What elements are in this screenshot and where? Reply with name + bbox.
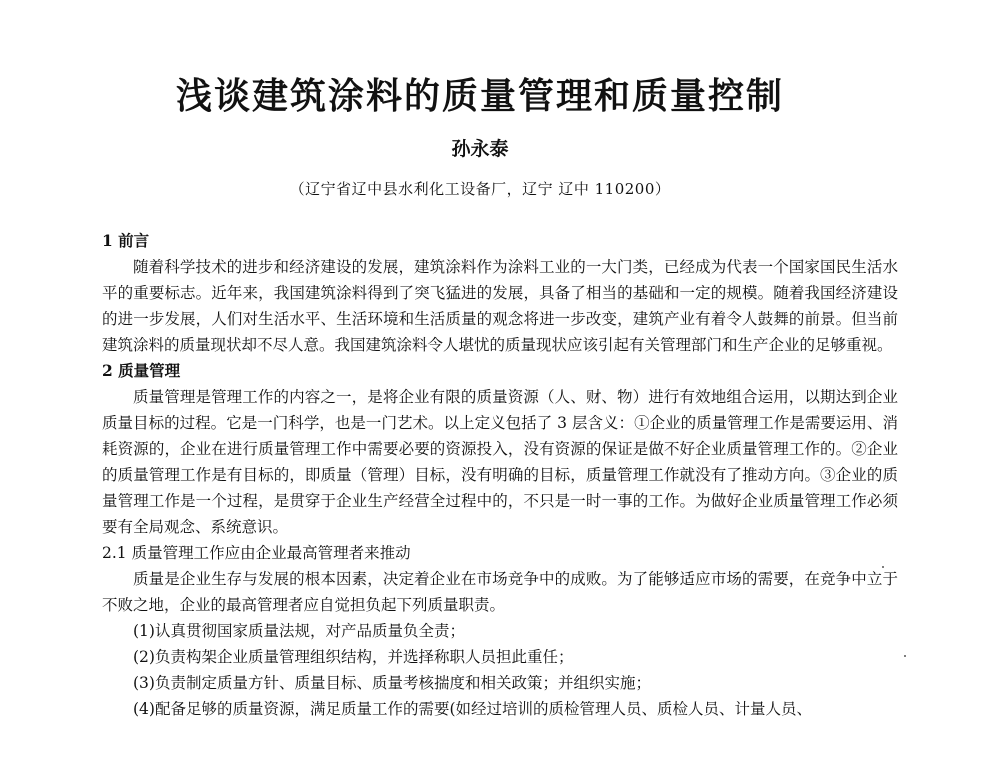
section-2-paragraph: 质量管理是管理工作的内容之一，是将企业有限的质量资源（人、财、物）进行有效地组合运用，以期达到企业质量目标的过程。它是一门科学，也是一门艺术。以上定义包括了 3 层含义：①企业的质量管理工作是需要运用、消耗资源的，企业在进行质量管理工作中需要必要的资源投入，没有资源的保证是做不好企业质量管理工作的。②企业的质量管理工作是有目标的，即质量（管理）目标，没有明确的目标，质量管理工作就没有了推动方向。③企业的质量管理工作是一个过程，是贯穿于企业生产经营全过程中的，不只是一时一事的工作。为做好企业质量管理工作必须要有全局观念、系统意识。 [102,388,898,536]
scan-speck [904,655,906,657]
section-heading-1: 1 前言 [102,231,150,250]
paper-body [102,228,898,722]
section-1-paragraph: 随着科学技术的进步和经济建设的发展，建筑涂料作为涂料工业的一大门类，已经成为代表一个国家国民生活水平的重要标志。近年来，我国建筑涂料得到了突飞猛进的发展，具备了相当的基础和一定的规模。随着我国经济建设的进一步发展，人们对生活水平、生活环境和生活质量的观念将进一步改变，建筑产业有着令人鼓舞的前景。但当前建筑涂料的质量现状却不尽人意。我国建筑涂料令人堪忧的质量现状应该引起有关管理部门和生产企业的足够重视。 [102,258,898,354]
subsection-heading-2-1: 2.1 质量管理工作应由企业最高管理者来推动 [102,544,411,562]
duty-list-item: (4)配备足够的质量资源，满足质量工作的需要(如经过培训的质检管理人员、质检人员、计量人员、 [133,700,813,718]
duty-list-item: (1)认真贯彻国家质量法规，对产品质量负全责； [133,622,465,640]
author-affiliation: （辽宁省辽中县水利化工设备厂，辽宁 辽中 110200） [289,180,671,198]
section-heading-2: 2 质量管理 [102,361,181,380]
paper-title: 浅谈建筑涂料的质量管理和质量控制 [175,75,784,117]
subsection-2-1-paragraph: 质量是企业生存与发展的根本因素，决定着企业在市场竞争中的成败。为了能够适应市场的需要，在竞争中立于不败之地，企业的最高管理者应自觉担负起下列质量职责。 [102,570,898,614]
duty-list-item: (2)负责构架企业质量管理组织结构，并选择称职人员担此重任； [133,648,574,666]
scan-speck [882,566,884,568]
author-name: 孙永泰 [451,138,509,160]
duty-list-item: (3)负责制定质量方针、质量目标、质量考核揣度和相关政策；并组织实施； [133,674,651,692]
